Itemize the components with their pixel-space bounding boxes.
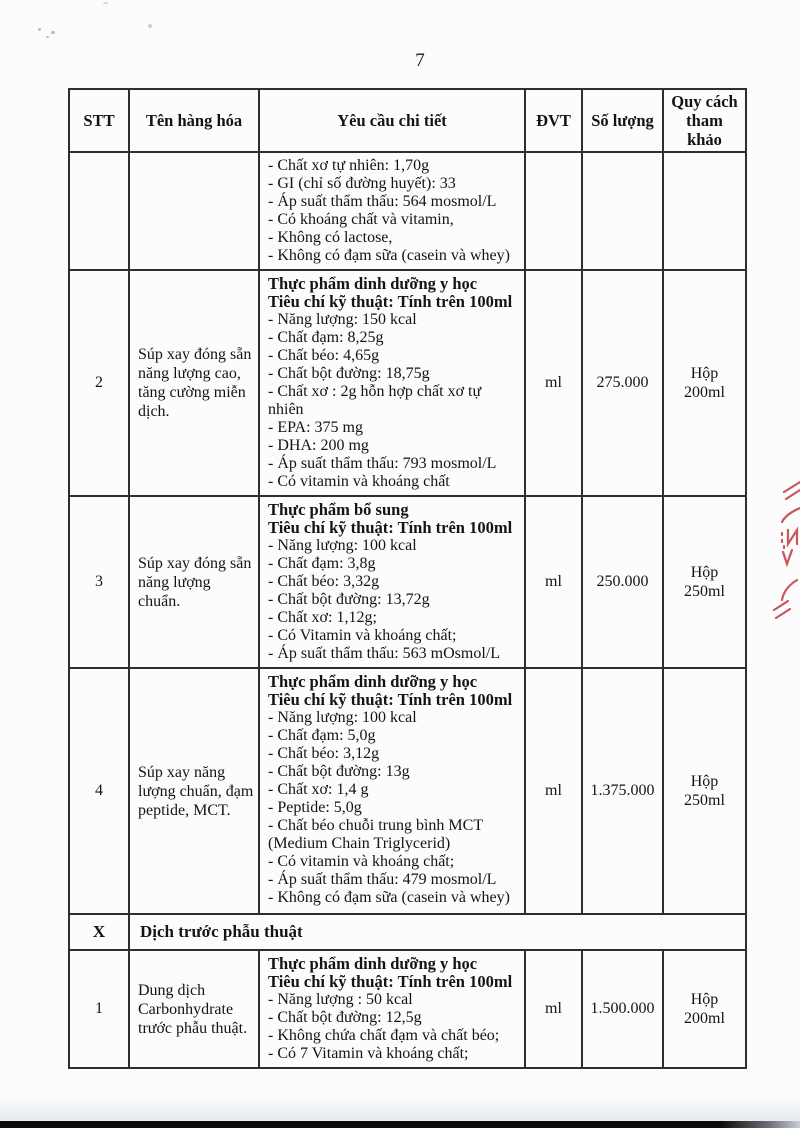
- stt-cell: 2: [69, 270, 129, 496]
- stt-cell: [69, 152, 129, 270]
- column-header-quantity: Số lượng: [582, 89, 663, 152]
- column-header-details: Yêu cầu chi tiết: [259, 89, 525, 152]
- detail-line: - Năng lượng : 50 kcal: [268, 991, 413, 1008]
- column-header-name: Tên hàng hóa: [129, 89, 259, 152]
- detail-line: - Có 7 Vitamin và khoáng chất;: [268, 1045, 469, 1062]
- details-cell: [259, 152, 525, 270]
- scan-speck: [103, 2, 108, 4]
- detail-line: - Có khoáng chất và vitamin,: [268, 211, 454, 228]
- detail-line: - Áp suất thẩm thấu: 479 mosmol/L: [268, 871, 497, 888]
- detail-heading: Thực phẩm bổ sung: [268, 500, 409, 519]
- detail-line: - Chất xơ: 1,12g;: [268, 609, 377, 626]
- scan-edge-shadow: [0, 1096, 800, 1122]
- detail-line: - Chất xơ : 2g hỗn hợp chất xơ tự nhiên: [268, 383, 482, 418]
- detail-line: - Năng lượng: 100 kcal: [268, 537, 417, 554]
- scan-speck: [46, 36, 49, 38]
- detail-heading: Tiêu chí kỹ thuật: Tính trên 100ml: [268, 518, 513, 537]
- stt-cell: 3: [69, 496, 129, 668]
- product-name-cell: Súp xay năng lượng chuẩn, đạm peptide, MCT.: [129, 668, 259, 914]
- detail-line: - Chất xơ: 1,4 g: [268, 781, 369, 798]
- detail-line: - Chất béo: 3,12g: [268, 745, 380, 762]
- detail-heading: Thực phẩm dinh dưỡng y học: [268, 274, 478, 293]
- section-stt-cell: X: [69, 914, 129, 950]
- detail-line: - Peptide: 5,0g: [268, 799, 362, 816]
- column-header-unit: ĐVT: [525, 89, 582, 152]
- detail-line: - Chất đạm: 5,0g: [268, 727, 376, 744]
- detail-line: - Áp suất thẩm thấu: 564 mosmol/L: [268, 193, 497, 210]
- packaging-cell: [663, 152, 746, 270]
- detail-line: - Chất đạm: 8,25g: [268, 329, 384, 346]
- quantity-cell: 1.375.000: [582, 668, 663, 914]
- section-row: [69, 914, 746, 950]
- detail-line: - Áp suất thẩm thấu: 793 mosmol/L: [268, 455, 497, 472]
- detail-line: - Không có đạm sữa (casein và whey): [268, 889, 510, 906]
- quantity-cell: 275.000: [582, 270, 663, 496]
- product-name-cell: Súp xay đóng sẵn năng lượng chuẩn.: [129, 496, 259, 668]
- details-cell: [259, 950, 525, 1068]
- detail-heading: Tiêu chí kỹ thuật: Tính trên 100ml: [268, 292, 513, 311]
- detail-line: - Chất bột đường: 13g: [268, 763, 410, 780]
- table-row-4: [69, 668, 746, 914]
- table-row-x1: [69, 950, 746, 1068]
- detail-line: - Không có đạm sữa (casein và whey): [268, 247, 510, 264]
- packaging-cell: Hộp 200ml: [663, 950, 746, 1068]
- detail-line: - Chất bột đường: 13,72g: [268, 591, 430, 608]
- detail-line: - Chất bột đường: 18,75g: [268, 365, 430, 382]
- quantity-cell: 250.000: [582, 496, 663, 668]
- unit-cell: ml: [525, 496, 582, 668]
- red-pen-marks: [740, 460, 800, 645]
- detail-line: - Năng lượng: 100 kcal: [268, 709, 417, 726]
- table-header-row: [69, 89, 746, 152]
- product-name-cell: [129, 152, 259, 270]
- detail-line: - Có vitamin và khoáng chất;: [268, 853, 455, 870]
- detail-line: - Chất béo chuỗi trung bình MCT (Medium Chain Triglycerid): [268, 817, 483, 852]
- stt-cell: 4: [69, 668, 129, 914]
- detail-line: - Không có lactose,: [268, 229, 393, 246]
- unit-cell: [525, 152, 582, 270]
- detail-line: - EPA: 375 mg: [268, 419, 363, 436]
- detail-line: - Chất xơ tự nhiên: 1,70g: [268, 157, 430, 174]
- packaging-cell: Hộp 250ml: [663, 668, 746, 914]
- details-cell: [259, 496, 525, 668]
- detail-heading: Tiêu chí kỹ thuật: Tính trên 100ml: [268, 972, 513, 991]
- product-name-cell: Súp xay đóng sẵn năng lượng cao, tăng cường miễn dịch.: [129, 270, 259, 496]
- packaging-cell: Hộp 250ml: [663, 496, 746, 668]
- column-header-stt: STT: [69, 89, 129, 152]
- scan-speck: [51, 31, 55, 34]
- detail-line: - Năng lượng: 150 kcal: [268, 311, 417, 328]
- table-row-2: [69, 270, 746, 496]
- detail-heading: Thực phẩm dinh dưỡng y học: [268, 672, 478, 691]
- details-cell: [259, 668, 525, 914]
- scan-speck: [148, 24, 152, 28]
- stt-cell: 1: [69, 950, 129, 1068]
- quantity-cell: [582, 152, 663, 270]
- detail-line: - GI (chỉ số đường huyết): 33: [268, 175, 456, 192]
- page-number: 7: [415, 50, 425, 71]
- detail-line: - DHA: 200 mg: [268, 437, 369, 454]
- detail-heading: Tiêu chí kỹ thuật: Tính trên 100ml: [268, 690, 513, 709]
- unit-cell: ml: [525, 668, 582, 914]
- section-title-cell: Dịch trước phẫu thuật: [129, 914, 746, 950]
- detail-line: - Có vitamin và khoáng chất: [268, 473, 450, 490]
- product-name-cell: Dung dịch Carbonhydrate trước phẫu thuật.: [129, 950, 259, 1068]
- quantity-cell: 1.500.000: [582, 950, 663, 1068]
- products-table: [68, 88, 747, 1069]
- unit-cell: ml: [525, 270, 582, 496]
- detail-line: - Không chứa chất đạm và chất béo;: [268, 1027, 500, 1044]
- detail-line: - Áp suất thẩm thấu: 563 mOsmol/L: [268, 645, 500, 662]
- scan-edge-bar: [0, 1121, 800, 1128]
- column-header-packaging: Quy cách tham khảo: [663, 89, 746, 152]
- packaging-cell: Hộp 200ml: [663, 270, 746, 496]
- detail-line: - Chất béo: 4,65g: [268, 347, 380, 364]
- detail-line: - Chất đạm: 3,8g: [268, 555, 376, 572]
- detail-line: - Có Vitamin và khoáng chất;: [268, 627, 457, 644]
- details-cell: [259, 270, 525, 496]
- scan-speck: [38, 28, 41, 31]
- detail-line: - Chất béo: 3,32g: [268, 573, 380, 590]
- table-row-3: [69, 496, 746, 668]
- detail-heading: Thực phẩm dinh dưỡng y học: [268, 954, 478, 973]
- detail-line: - Chất bột đường: 12,5g: [268, 1009, 422, 1026]
- unit-cell: ml: [525, 950, 582, 1068]
- table-row-continuation: [69, 152, 746, 270]
